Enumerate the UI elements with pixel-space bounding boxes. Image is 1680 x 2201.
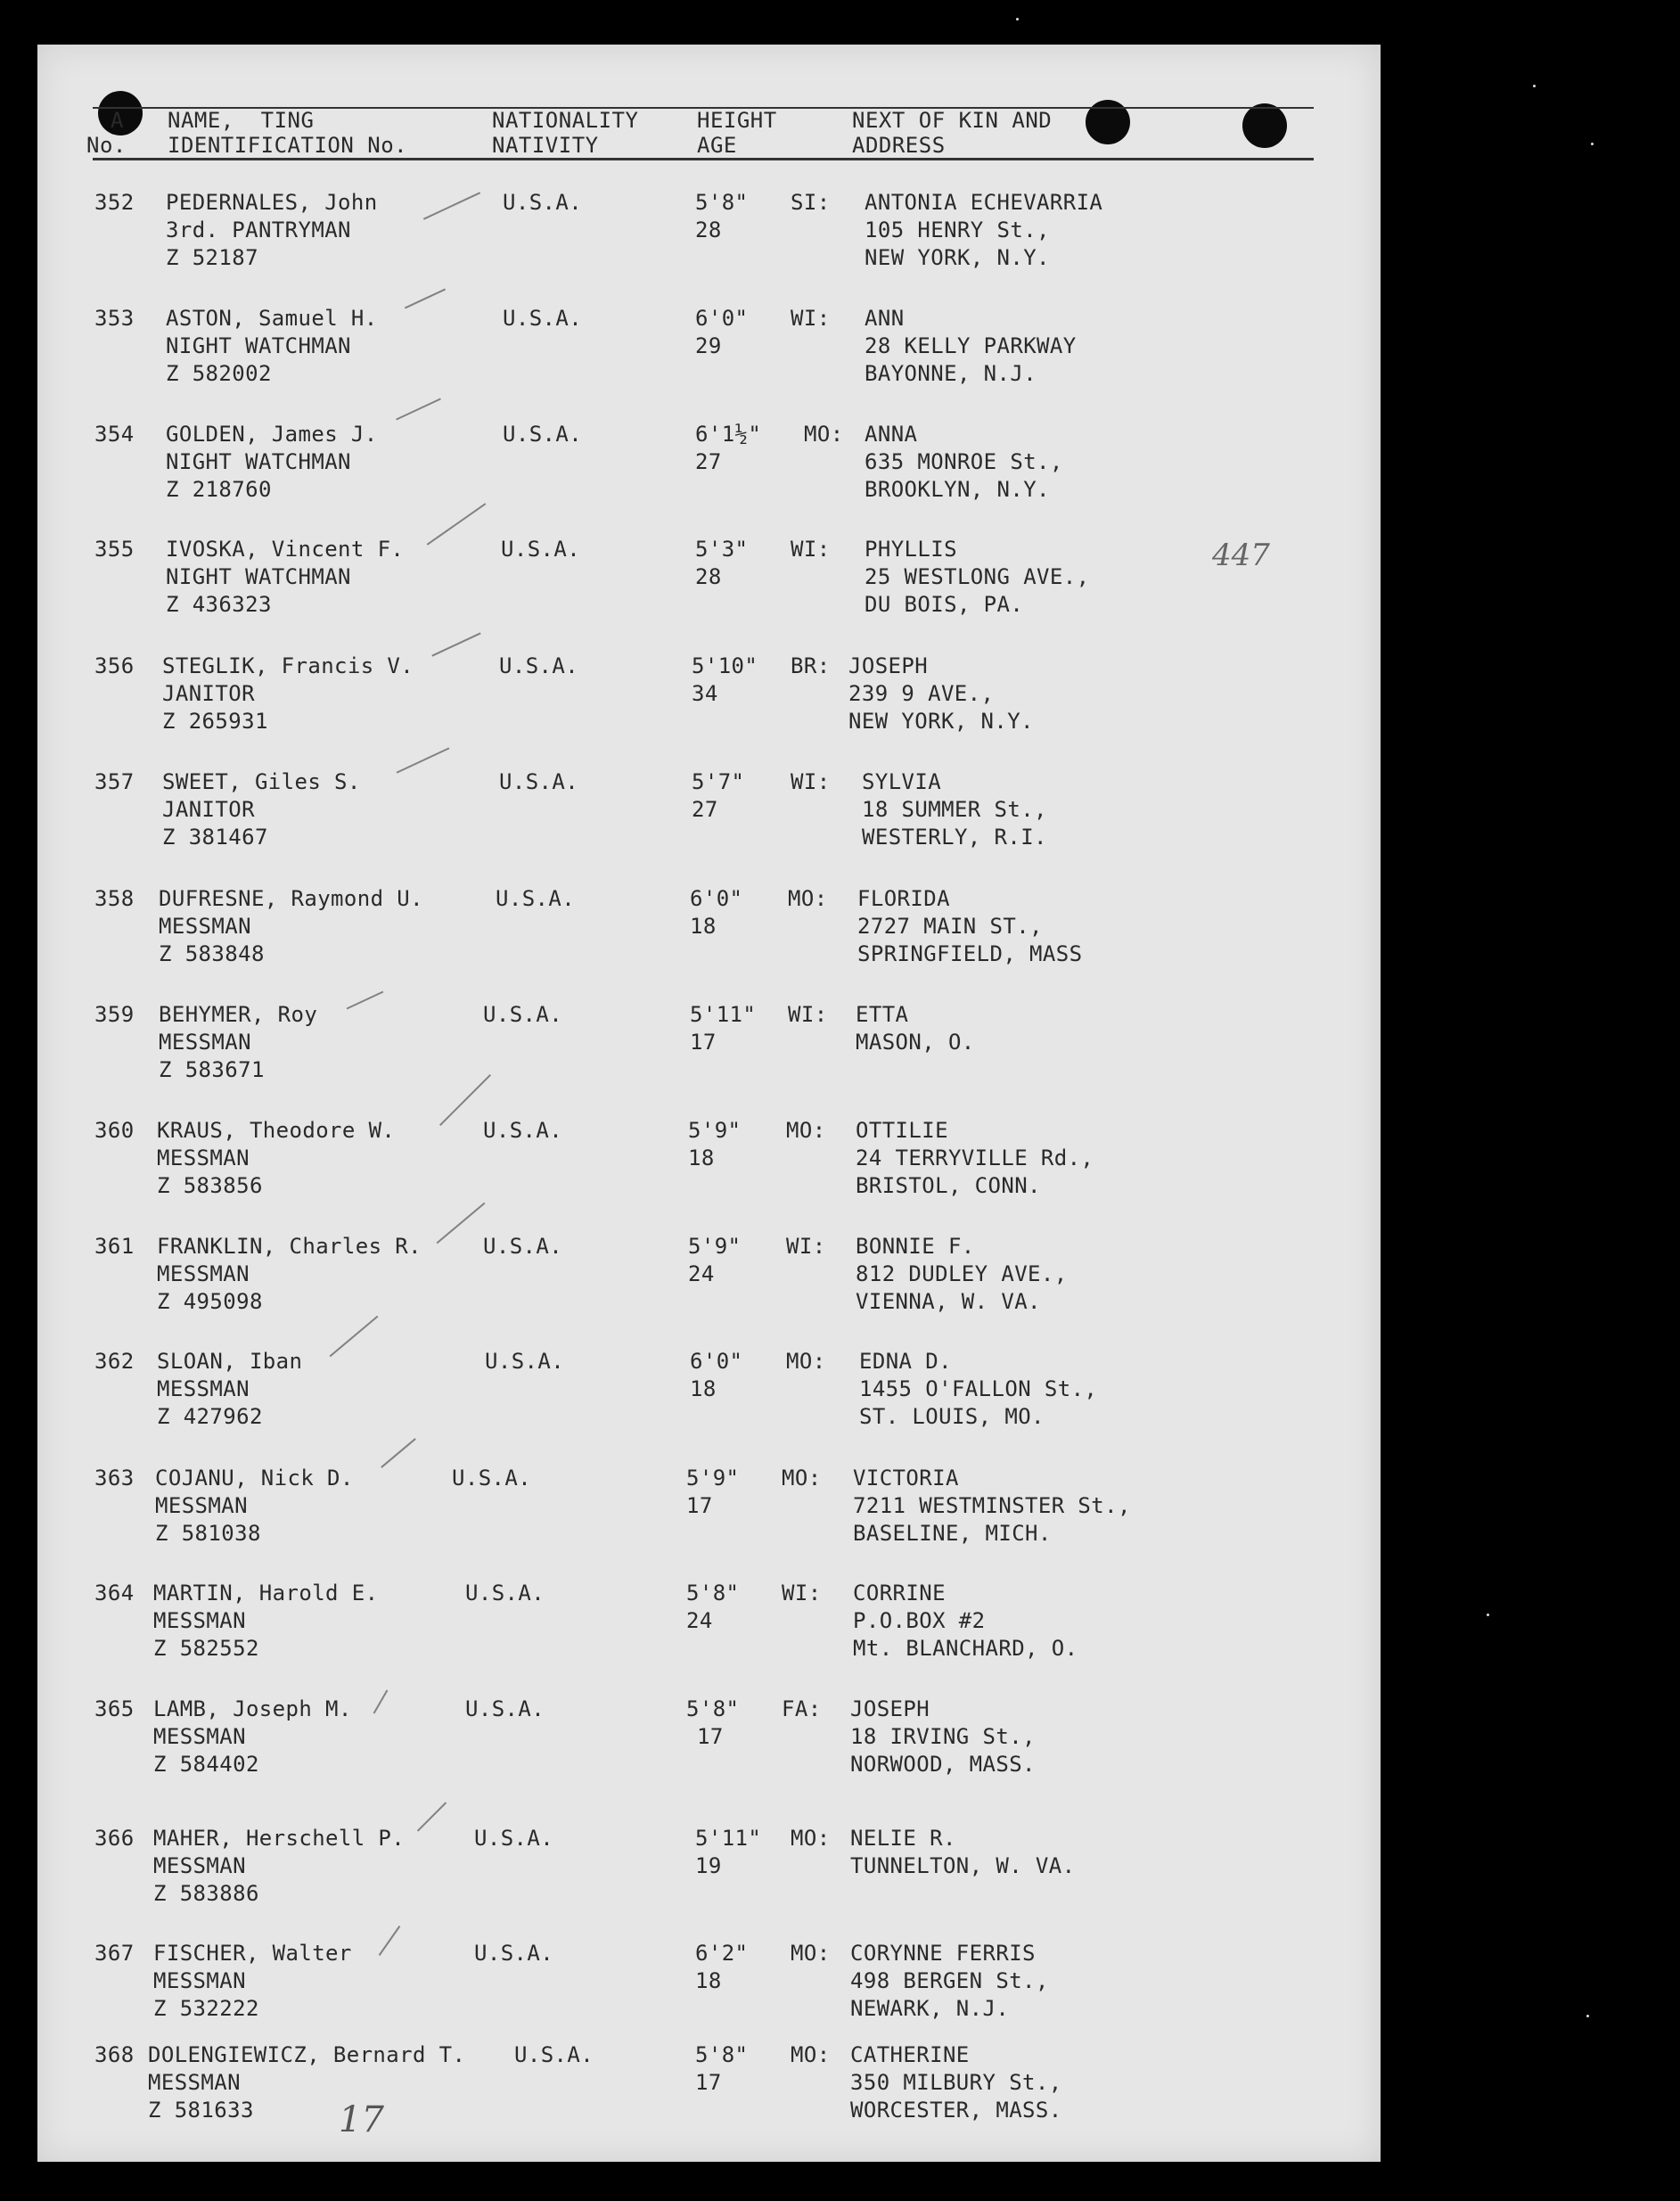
- kin-relation: WI:: [791, 769, 831, 794]
- crew-rating: MESSMAN: [153, 1608, 246, 1633]
- nationality: U.S.A.: [465, 1581, 545, 1606]
- document-page: [37, 45, 1381, 2162]
- crew-name: ASTON, Samuel H.: [166, 306, 378, 331]
- header-col-no-line1: A: [111, 108, 124, 133]
- kin-address-line2: BRISTOL, CONN.: [856, 1173, 1041, 1198]
- crew-name: PEDERNALES, John: [166, 190, 378, 215]
- crew-record-358: [37, 885, 1374, 992]
- crew-id: Z 381467: [162, 825, 268, 850]
- crew-name: FISCHER, Walter: [153, 1941, 352, 1966]
- height: 6'0": [695, 306, 749, 331]
- nationality: U.S.A.: [452, 1466, 532, 1491]
- kin-name: PHYLLIS: [865, 537, 957, 562]
- kin-address-line2: WORCESTER, MASS.: [850, 2098, 1062, 2123]
- height: 5'11": [695, 1826, 762, 1851]
- kin-address-line2: BROOKLYN, N.Y.: [865, 477, 1050, 502]
- height: 6'0": [690, 1349, 743, 1374]
- kin-relation: MO:: [791, 2042, 831, 2067]
- crew-record-361: [37, 1233, 1374, 1340]
- crew-name: MARTIN, Harold E.: [153, 1581, 379, 1606]
- kin-address-line1: 2727 MAIN ST.,: [857, 914, 1043, 939]
- kin-address-line1: 18 SUMMER St.,: [862, 797, 1047, 822]
- height: 5'9": [688, 1234, 742, 1259]
- crew-record-365: [37, 1696, 1374, 1803]
- kin-name: CATHERINE: [850, 2042, 970, 2067]
- crew-record-364: [37, 1580, 1374, 1687]
- kin-relation: MO:: [791, 1826, 831, 1851]
- punch-hole: [1242, 103, 1287, 148]
- crew-rating: MESSMAN: [159, 914, 251, 939]
- kin-address-line2: NEW YORK, N.Y.: [865, 245, 1050, 270]
- header-bottom-rule: [93, 158, 1314, 160]
- kin-address-line1: 498 BERGEN St.,: [850, 1968, 1049, 1993]
- height: 6'0": [690, 886, 743, 911]
- nationality: U.S.A.: [499, 653, 579, 678]
- record-number: 354: [94, 422, 135, 447]
- nationality: U.S.A.: [474, 1941, 554, 1966]
- crew-id: Z 583886: [153, 1881, 259, 1906]
- height: 5'3": [695, 537, 749, 562]
- kin-address-line1: MASON, O.: [856, 1030, 975, 1055]
- check-mark: [373, 1690, 389, 1714]
- check-mark: [347, 991, 384, 1010]
- header-col-kin-line1: NEXT OF KIN AND: [852, 108, 1053, 133]
- crew-rating: JANITOR: [162, 797, 255, 822]
- height: 5'10": [692, 653, 758, 678]
- crew-id: Z 436323: [166, 592, 272, 617]
- kin-name: OTTILIE: [856, 1118, 948, 1143]
- age: 29: [695, 333, 722, 358]
- age: 28: [695, 218, 722, 242]
- nationality: U.S.A.: [501, 537, 581, 562]
- kin-relation: WI:: [782, 1581, 822, 1606]
- check-mark: [423, 192, 480, 219]
- age: 24: [686, 1608, 713, 1633]
- age: 17: [690, 1030, 717, 1055]
- crew-name: DOLENGIEWICZ, Bernard T.: [148, 2042, 466, 2067]
- header-col-name-line2: IDENTIFICATION No.: [168, 133, 408, 158]
- crew-id: Z 581038: [155, 1521, 261, 1546]
- crew-id: Z 52187: [166, 245, 258, 270]
- crew-id: Z 218760: [166, 477, 272, 502]
- kin-address-line2: BASELINE, MICH.: [853, 1521, 1052, 1546]
- crew-record-353: [37, 305, 1374, 412]
- kin-address-line1: 812 DUDLEY AVE.,: [856, 1261, 1068, 1286]
- kin-address-line2: WESTERLY, R.I.: [862, 825, 1047, 850]
- crew-record-362: [37, 1348, 1374, 1455]
- record-number: 368: [94, 2042, 135, 2067]
- header-col-height-line2: AGE: [697, 133, 737, 158]
- crew-record-367: [37, 1940, 1374, 2047]
- kin-relation: MO:: [804, 422, 844, 447]
- crew-record-366: [37, 1825, 1374, 1932]
- height: 5'11": [690, 1002, 757, 1027]
- crew-rating: NIGHT WATCHMAN: [166, 333, 351, 358]
- crew-rating: MESSMAN: [153, 1968, 246, 1993]
- crew-record-363: [37, 1465, 1374, 1572]
- record-number: 364: [94, 1581, 135, 1606]
- record-number: 352: [94, 190, 135, 215]
- nationality: U.S.A.: [483, 1002, 563, 1027]
- crew-rating: MESSMAN: [157, 1376, 250, 1401]
- record-number: 363: [94, 1466, 135, 1491]
- kin-address-line2: BAYONNE, N.J.: [865, 361, 1037, 386]
- crew-id: Z 583671: [159, 1057, 265, 1082]
- kin-address-line1: 25 WESTLONG AVE.,: [865, 564, 1090, 589]
- kin-address-line1: 7211 WESTMINSTER St.,: [853, 1493, 1131, 1518]
- kin-name: JOSEPH: [848, 653, 929, 678]
- kin-address-line2: NORWOOD, MASS.: [850, 1752, 1036, 1777]
- record-number: 356: [94, 653, 135, 678]
- crew-rating: 3rd. PANTRYMAN: [166, 218, 351, 242]
- kin-relation: MO:: [788, 886, 828, 911]
- crew-name: MAHER, Herschell P.: [153, 1826, 406, 1851]
- age: 18: [688, 1146, 715, 1170]
- kin-name: FLORIDA: [857, 886, 950, 911]
- header-col-kin-line2: ADDRESS: [852, 133, 946, 158]
- kin-address-line1: 239 9 AVE.,: [848, 681, 995, 706]
- height: 5'8": [686, 1696, 740, 1721]
- height: 5'7": [692, 769, 745, 794]
- crew-rating: MESSMAN: [155, 1493, 248, 1518]
- record-number: 361: [94, 1234, 135, 1259]
- crew-rating: NIGHT WATCHMAN: [166, 449, 351, 474]
- crew-id: Z 584402: [153, 1752, 259, 1777]
- kin-relation: MO:: [791, 1941, 831, 1966]
- kin-name: NELIE R.: [850, 1826, 956, 1851]
- kin-relation: MO:: [786, 1118, 826, 1143]
- nationality: U.S.A.: [503, 190, 583, 215]
- nationality: U.S.A.: [514, 2042, 594, 2067]
- crew-record-355: [37, 536, 1374, 643]
- crew-id: Z 265931: [162, 709, 268, 734]
- age: 27: [692, 797, 718, 822]
- nationality: U.S.A.: [499, 769, 579, 794]
- speck: [1487, 1614, 1489, 1616]
- crew-name: FRANKLIN, Charles R.: [157, 1234, 422, 1259]
- record-number: 358: [94, 886, 135, 911]
- kin-relation: WI:: [791, 306, 831, 331]
- kin-address-line1: 105 HENRY St.,: [865, 218, 1050, 242]
- crew-name: GOLDEN, James J.: [166, 422, 378, 447]
- speck: [1591, 143, 1594, 145]
- header-col-no-line2: No.: [86, 133, 127, 158]
- record-number: 366: [94, 1826, 135, 1851]
- kin-relation: WI:: [791, 537, 831, 562]
- kin-address-line2: ST. LOUIS, MO.: [859, 1404, 1045, 1429]
- kin-relation: MO:: [782, 1466, 822, 1491]
- crew-rating: MESSMAN: [153, 1853, 246, 1878]
- crew-name: SWEET, Giles S.: [162, 769, 361, 794]
- header-col-height-line1: HEIGHT: [697, 108, 777, 133]
- header-col-name-line1: NAME, TING: [168, 108, 315, 133]
- kin-address-line2: DU BOIS, PA.: [865, 592, 1024, 617]
- record-number: 357: [94, 769, 135, 794]
- age: 27: [695, 449, 722, 474]
- record-number: 353: [94, 306, 135, 331]
- kin-address-line1: 28 KELLY PARKWAY: [865, 333, 1077, 358]
- height: 5'8": [695, 190, 749, 215]
- handwritten-margin-note: 447: [1212, 538, 1270, 573]
- kin-address-line1: 635 MONROE St.,: [865, 449, 1063, 474]
- crew-record-357: [37, 768, 1374, 875]
- age: 34: [692, 681, 718, 706]
- crew-id: Z 583848: [159, 941, 265, 966]
- kin-relation: WI:: [788, 1002, 828, 1027]
- kin-name: ANN: [865, 306, 905, 331]
- crew-name: SLOAN, Iban: [157, 1349, 303, 1374]
- kin-relation: WI:: [786, 1234, 826, 1259]
- kin-address-line2: VIENNA, W. VA.: [856, 1289, 1041, 1314]
- kin-name: SYLVIA: [862, 769, 942, 794]
- height: 6'1½": [695, 422, 762, 447]
- kin-name: CORYNNE FERRIS: [850, 1941, 1036, 1966]
- crew-rating: MESSMAN: [153, 1724, 246, 1749]
- kin-relation: FA:: [782, 1696, 822, 1721]
- header-col-nationality-line1: NATIONALITY: [492, 108, 639, 133]
- crew-id: Z 583856: [157, 1173, 263, 1198]
- height: 6'2": [695, 1941, 749, 1966]
- age: 19: [695, 1853, 722, 1878]
- crew-rating: MESSMAN: [157, 1146, 250, 1170]
- kin-address-line1: 18 IRVING St.,: [850, 1724, 1036, 1749]
- age: 17: [697, 1724, 724, 1749]
- nationality: U.S.A.: [503, 422, 583, 447]
- nationality: U.S.A.: [474, 1826, 554, 1851]
- crew-rating: JANITOR: [162, 681, 255, 706]
- kin-name: BONNIE F.: [856, 1234, 975, 1259]
- crew-record-359: [37, 1001, 1374, 1108]
- crew-name: KRAUS, Theodore W.: [157, 1118, 396, 1143]
- age: 18: [695, 1968, 722, 1993]
- crew-rating: MESSMAN: [148, 2070, 241, 2095]
- kin-relation: SI:: [791, 190, 831, 215]
- kin-name: ETTA: [856, 1002, 909, 1027]
- height: 5'9": [686, 1466, 740, 1491]
- check-mark: [417, 1802, 447, 1831]
- speck: [1586, 2015, 1589, 2017]
- nationality: U.S.A.: [483, 1118, 563, 1143]
- crew-record-354: [37, 421, 1374, 528]
- height: 5'8": [686, 1581, 740, 1606]
- height: 5'9": [688, 1118, 742, 1143]
- crew-id: Z 427962: [157, 1404, 263, 1429]
- kin-address-line1: P.O.BOX #2: [853, 1608, 986, 1633]
- crew-record-352: [37, 189, 1374, 296]
- age: 24: [688, 1261, 715, 1286]
- nationality: U.S.A.: [483, 1234, 563, 1259]
- record-number: 360: [94, 1118, 135, 1143]
- crew-name: IVOSKA, Vincent F.: [166, 537, 405, 562]
- kin-name: JOSEPH: [850, 1696, 930, 1721]
- kin-name: CORRINE: [853, 1581, 946, 1606]
- kin-name: VICTORIA: [853, 1466, 959, 1491]
- age: 18: [690, 1376, 717, 1401]
- kin-relation: BR:: [791, 653, 831, 678]
- kin-address-line1: 1455 O'FALLON St.,: [859, 1376, 1098, 1401]
- crew-name: DUFRESNE, Raymond U.: [159, 886, 423, 911]
- kin-address-line1: 24 TERRYVILLE Rd.,: [856, 1146, 1094, 1170]
- record-number: 367: [94, 1941, 135, 1966]
- header-col-nationality-line2: NATIVITY: [492, 133, 599, 158]
- crew-rating: MESSMAN: [159, 1030, 251, 1055]
- kin-address-line2: SPRINGFIELD, MASS: [857, 941, 1083, 966]
- crew-record-356: [37, 653, 1374, 760]
- kin-name: ANTONIA ECHEVARRIA: [865, 190, 1103, 215]
- crew-rating: NIGHT WATCHMAN: [166, 564, 351, 589]
- age: 18: [690, 914, 717, 939]
- crew-id: Z 582002: [166, 361, 272, 386]
- nationality: U.S.A.: [496, 886, 576, 911]
- kin-name: EDNA D.: [859, 1349, 952, 1374]
- crew-id: Z 495098: [157, 1289, 263, 1314]
- kin-address-line1: TUNNELTON, W. VA.: [850, 1853, 1076, 1878]
- kin-address-line1: 350 MILBURY St.,: [850, 2070, 1062, 2095]
- crew-rating: MESSMAN: [157, 1261, 250, 1286]
- crew-id: Z 581633: [148, 2098, 254, 2123]
- crew-id: Z 582552: [153, 1636, 259, 1661]
- nationality: U.S.A.: [465, 1696, 545, 1721]
- age: 28: [695, 564, 722, 589]
- age: 17: [686, 1493, 713, 1518]
- age: 17: [695, 2070, 722, 2095]
- record-number: 359: [94, 1002, 135, 1027]
- crew-record-360: [37, 1117, 1374, 1224]
- kin-address-line2: NEWARK, N.J.: [850, 1996, 1010, 2021]
- nationality: U.S.A.: [485, 1349, 565, 1374]
- kin-address-line2: NEW YORK, N.Y.: [848, 709, 1034, 734]
- handwritten-page-number: 17: [339, 2099, 384, 2140]
- kin-relation: MO:: [786, 1349, 826, 1374]
- kin-address-line2: Mt. BLANCHARD, O.: [853, 1636, 1078, 1661]
- kin-name: ANNA: [865, 422, 918, 447]
- crew-name: LAMB, Joseph M.: [153, 1696, 352, 1721]
- record-number: 365: [94, 1696, 135, 1721]
- crew-id: Z 532222: [153, 1996, 259, 2021]
- crew-record-368: [37, 2041, 1374, 2148]
- speck: [1016, 18, 1019, 21]
- height: 5'8": [695, 2042, 749, 2067]
- nationality: U.S.A.: [503, 306, 583, 331]
- crew-name: BEHYMER, Roy: [159, 1002, 318, 1027]
- record-number: 355: [94, 537, 135, 562]
- speck: [1533, 85, 1536, 87]
- record-number: 362: [94, 1349, 135, 1374]
- crew-name: STEGLIK, Francis V.: [162, 653, 414, 678]
- crew-name: COJANU, Nick D.: [155, 1466, 354, 1491]
